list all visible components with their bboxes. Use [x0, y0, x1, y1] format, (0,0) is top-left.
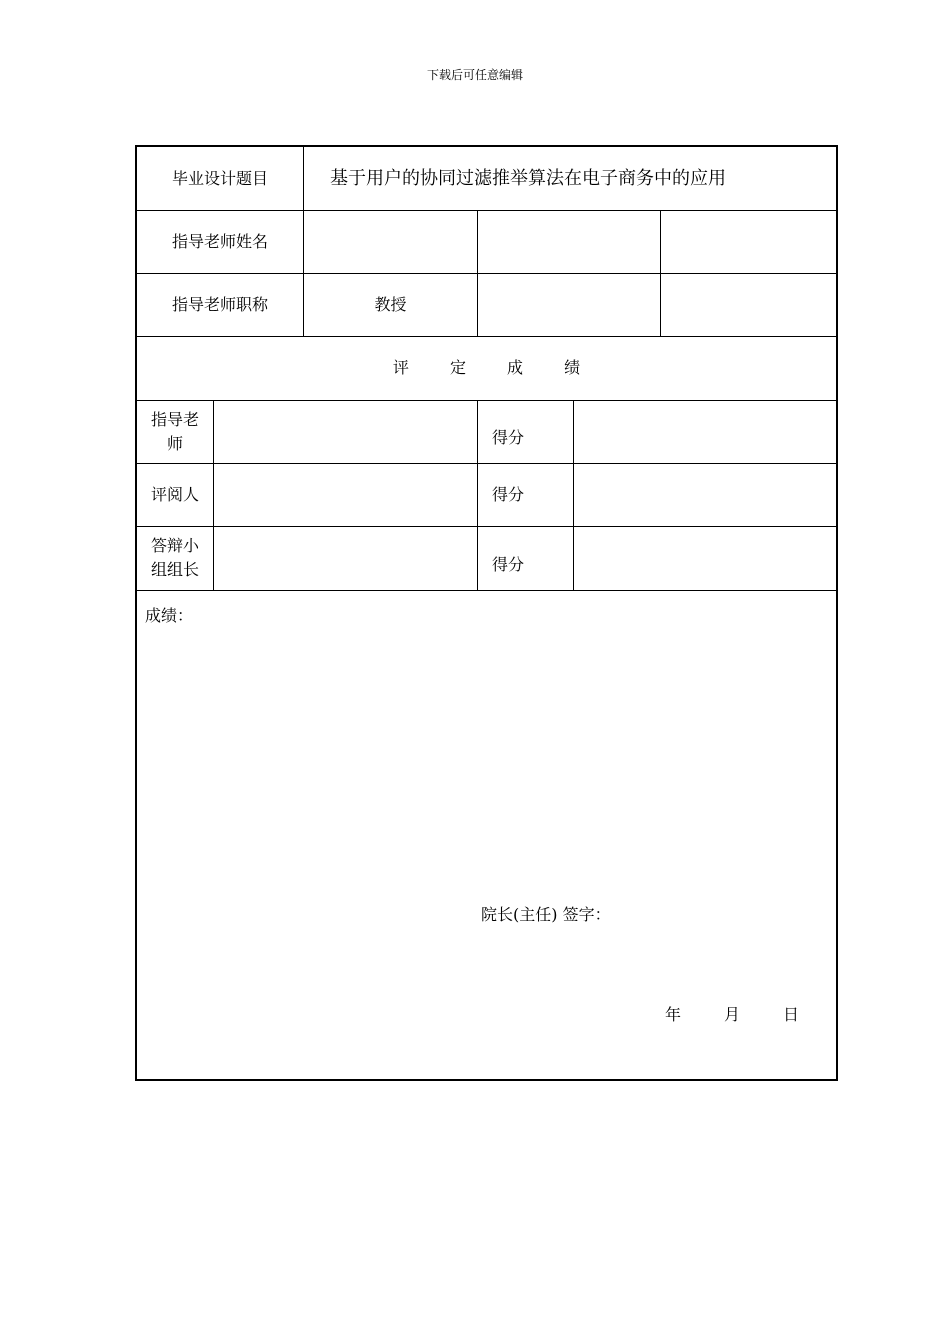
date-year: 年 [665, 1005, 682, 1024]
result-label: 成绩： [145, 606, 194, 625]
topic-label: 毕业设计题目 [171, 168, 268, 188]
advisor-score-field[interactable] [574, 401, 836, 463]
signature-label: 院长(主任) 签字： [481, 905, 611, 924]
row-label-reviewer: 评阅人 [150, 484, 199, 504]
defense-score-field[interactable] [574, 527, 836, 590]
header-note: 下载后可任意编辑 [426, 68, 523, 82]
topic-value: 基于用户的协同过滤推举算法在电子商务中的应用 [330, 167, 726, 189]
advisor-title-field-2[interactable] [478, 274, 660, 336]
score-label-advisor: 得分 [492, 427, 525, 447]
advisor-title-field-3[interactable] [661, 274, 836, 336]
advisor-title-value: 教授 [374, 294, 407, 314]
advisor-name-field-2[interactable] [478, 211, 660, 273]
date-month: 月 [724, 1005, 741, 1024]
advisor-name-label: 指导老师姓名 [171, 231, 268, 251]
advisor-name-field-3[interactable] [661, 211, 836, 273]
grade-section-title: 评 定 成 绩 [392, 358, 599, 377]
defense-comment-field[interactable] [214, 527, 477, 590]
date-day: 日 [783, 1005, 800, 1024]
evaluation-form [135, 145, 838, 1081]
reviewer-comment-field[interactable] [214, 464, 477, 526]
score-label-defense-leader: 得分 [492, 555, 525, 574]
advisor-comment-field[interactable] [214, 401, 477, 463]
advisor-title-label: 指导老师职称 [171, 294, 268, 314]
row-divider [137, 590, 836, 591]
column-divider [477, 400, 478, 590]
row-label-advisor: 指导老师 [150, 409, 199, 453]
row-label-defense-leader: 答辩小组组长 [150, 536, 199, 579]
advisor-name-field[interactable] [304, 211, 477, 273]
score-label-reviewer: 得分 [492, 484, 525, 504]
reviewer-score-field[interactable] [574, 464, 836, 526]
